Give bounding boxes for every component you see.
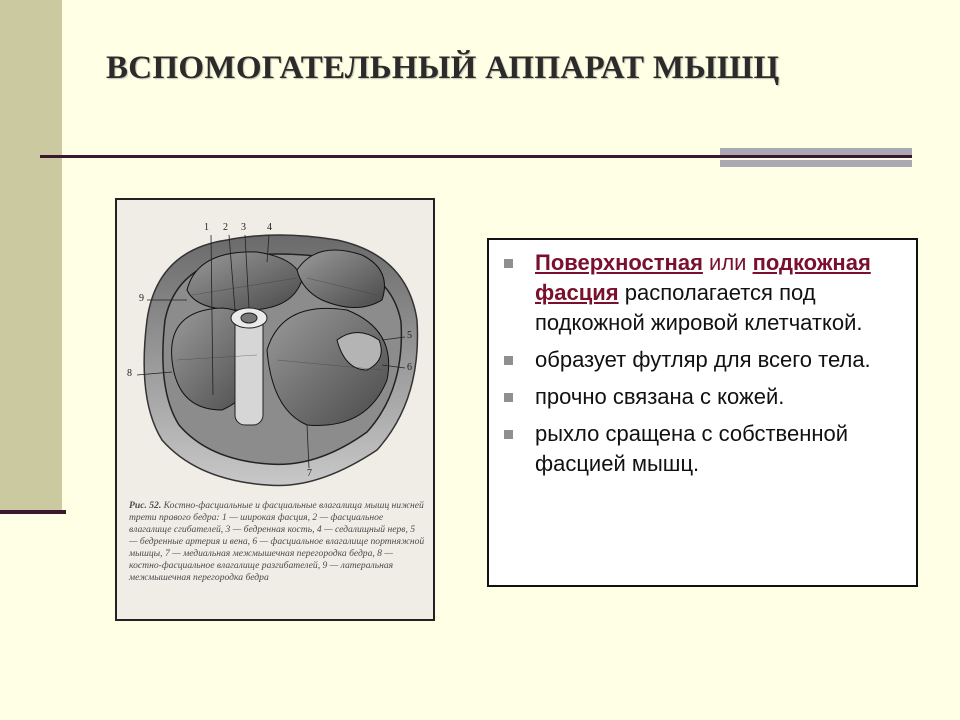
bullet-item-2-text: образует футляр для всего тела. — [535, 347, 871, 372]
square-bullet-icon — [504, 430, 513, 439]
figure-label-1: 1 — [204, 222, 209, 233]
slide-title: ВСПОМОГАТЕЛЬНЫЙ АППАРАТ МЫШЦ — [106, 50, 780, 86]
bullet-item-4 — [503, 419, 908, 479]
figure-label-6: 6 — [407, 362, 412, 373]
figure-label-2: 2 — [223, 222, 228, 233]
anatomy-figure — [115, 198, 435, 621]
connector-text: или — [702, 250, 753, 275]
bullet-item-1 — [503, 248, 908, 338]
bullet-item-3-text: прочно связана с кожей. — [535, 384, 785, 409]
bullet-text-box — [487, 238, 918, 587]
figure-label-9: 9 — [139, 293, 144, 304]
bullet-item-4-text: рыхло сращена с собственной фасцией мышц. — [535, 421, 849, 476]
square-bullet-icon — [504, 393, 513, 402]
figure-label-3: 3 — [241, 222, 246, 233]
bullet-item-1-text: располагается под подкожной жировой клетчаткой. — [535, 280, 863, 335]
left-accent-band — [0, 0, 62, 512]
figure-caption — [129, 500, 425, 584]
thigh-cross-section-illustration — [117, 200, 433, 500]
figure-caption-text: Костно-фасциальные и фасциальные влагалища мышц нижней трети правого бедра: 1 — широкая фасция, 2 — фасциальное влагалище сгибателей, 3 — бедренная кость, 4 — седалищный нерв, 5 — бедренные артерия и вена, 6 — фасциальное влагалище портняжной мышцы, 7 — медиальная межмышечная перегородка бедра, 8 — костно-фасциальное влагалище разгибателей, 9 — латеральная межмышечная перегородка бедра — [129, 500, 425, 583]
bullet-item-3 — [503, 382, 908, 412]
title-rule — [40, 155, 912, 158]
figure-label-8: 8 — [127, 368, 132, 379]
title-rule-accent-top — [720, 148, 912, 155]
figure-label-5: 5 — [407, 330, 412, 341]
figure-label-7: 7 — [307, 468, 312, 479]
square-bullet-icon — [504, 259, 513, 268]
square-bullet-icon — [504, 356, 513, 365]
title-rule-accent-bottom — [720, 160, 912, 167]
term-superficial[interactable]: Поверхностная — [535, 250, 703, 275]
bullet-list — [503, 248, 908, 486]
figure-label-4: 4 — [267, 222, 272, 233]
bullet-item-2 — [503, 345, 908, 375]
left-accent-line — [0, 510, 66, 514]
term-subcutaneous-fascia[interactable]: подкожная фасция — [535, 250, 871, 305]
figure-caption-title: Рис. 52. — [129, 500, 162, 511]
